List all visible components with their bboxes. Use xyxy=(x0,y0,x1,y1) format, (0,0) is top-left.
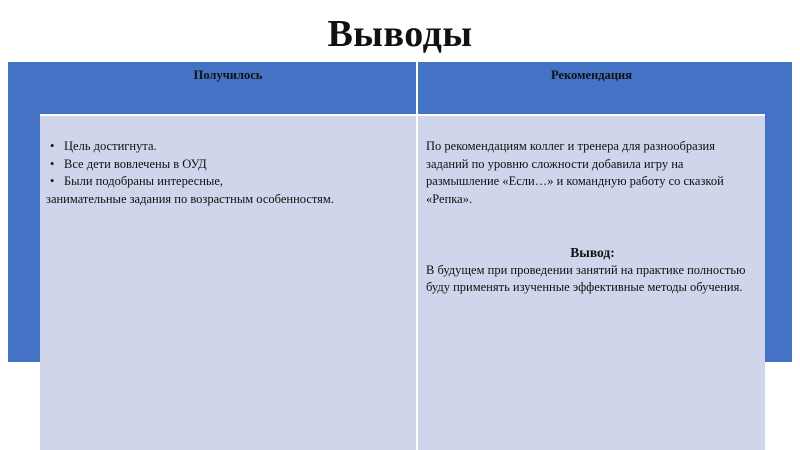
header-label-achieved: Получилось xyxy=(193,68,263,82)
header-label-recommendation: Рекомендация xyxy=(550,68,633,82)
achieved-item: • Цель достигнута. xyxy=(46,138,410,156)
right-accent-band xyxy=(765,62,792,362)
achieved-cell xyxy=(40,116,416,450)
left-accent-band xyxy=(8,62,40,362)
slide-title: Выводы xyxy=(327,13,473,55)
header-cell-recommendation xyxy=(418,62,765,114)
conclusion-text: В будущем при проведении занятий на практике полностью буду применять изученные эффективные методы обучения. xyxy=(426,262,746,294)
achieved-list xyxy=(46,138,410,191)
achieved-continuation: занимательные задания по возрастным особенностям. xyxy=(46,191,334,206)
achieved-item: • Были подобраны интересные, xyxy=(46,173,410,191)
achieved-item: • Все дети вовлечены в ОУД xyxy=(46,156,410,174)
recommendation-cell xyxy=(418,116,765,450)
conclusions-table xyxy=(40,62,765,450)
header-cell-achieved xyxy=(40,62,416,114)
recommendation-text: По рекомендациям коллег и тренера для разнообразия заданий по уровню сложности добавила игру на размышление «Если…» и командную работу со сказкой «Репка». xyxy=(426,139,724,206)
conclusion-heading: Вывод: xyxy=(570,245,615,260)
